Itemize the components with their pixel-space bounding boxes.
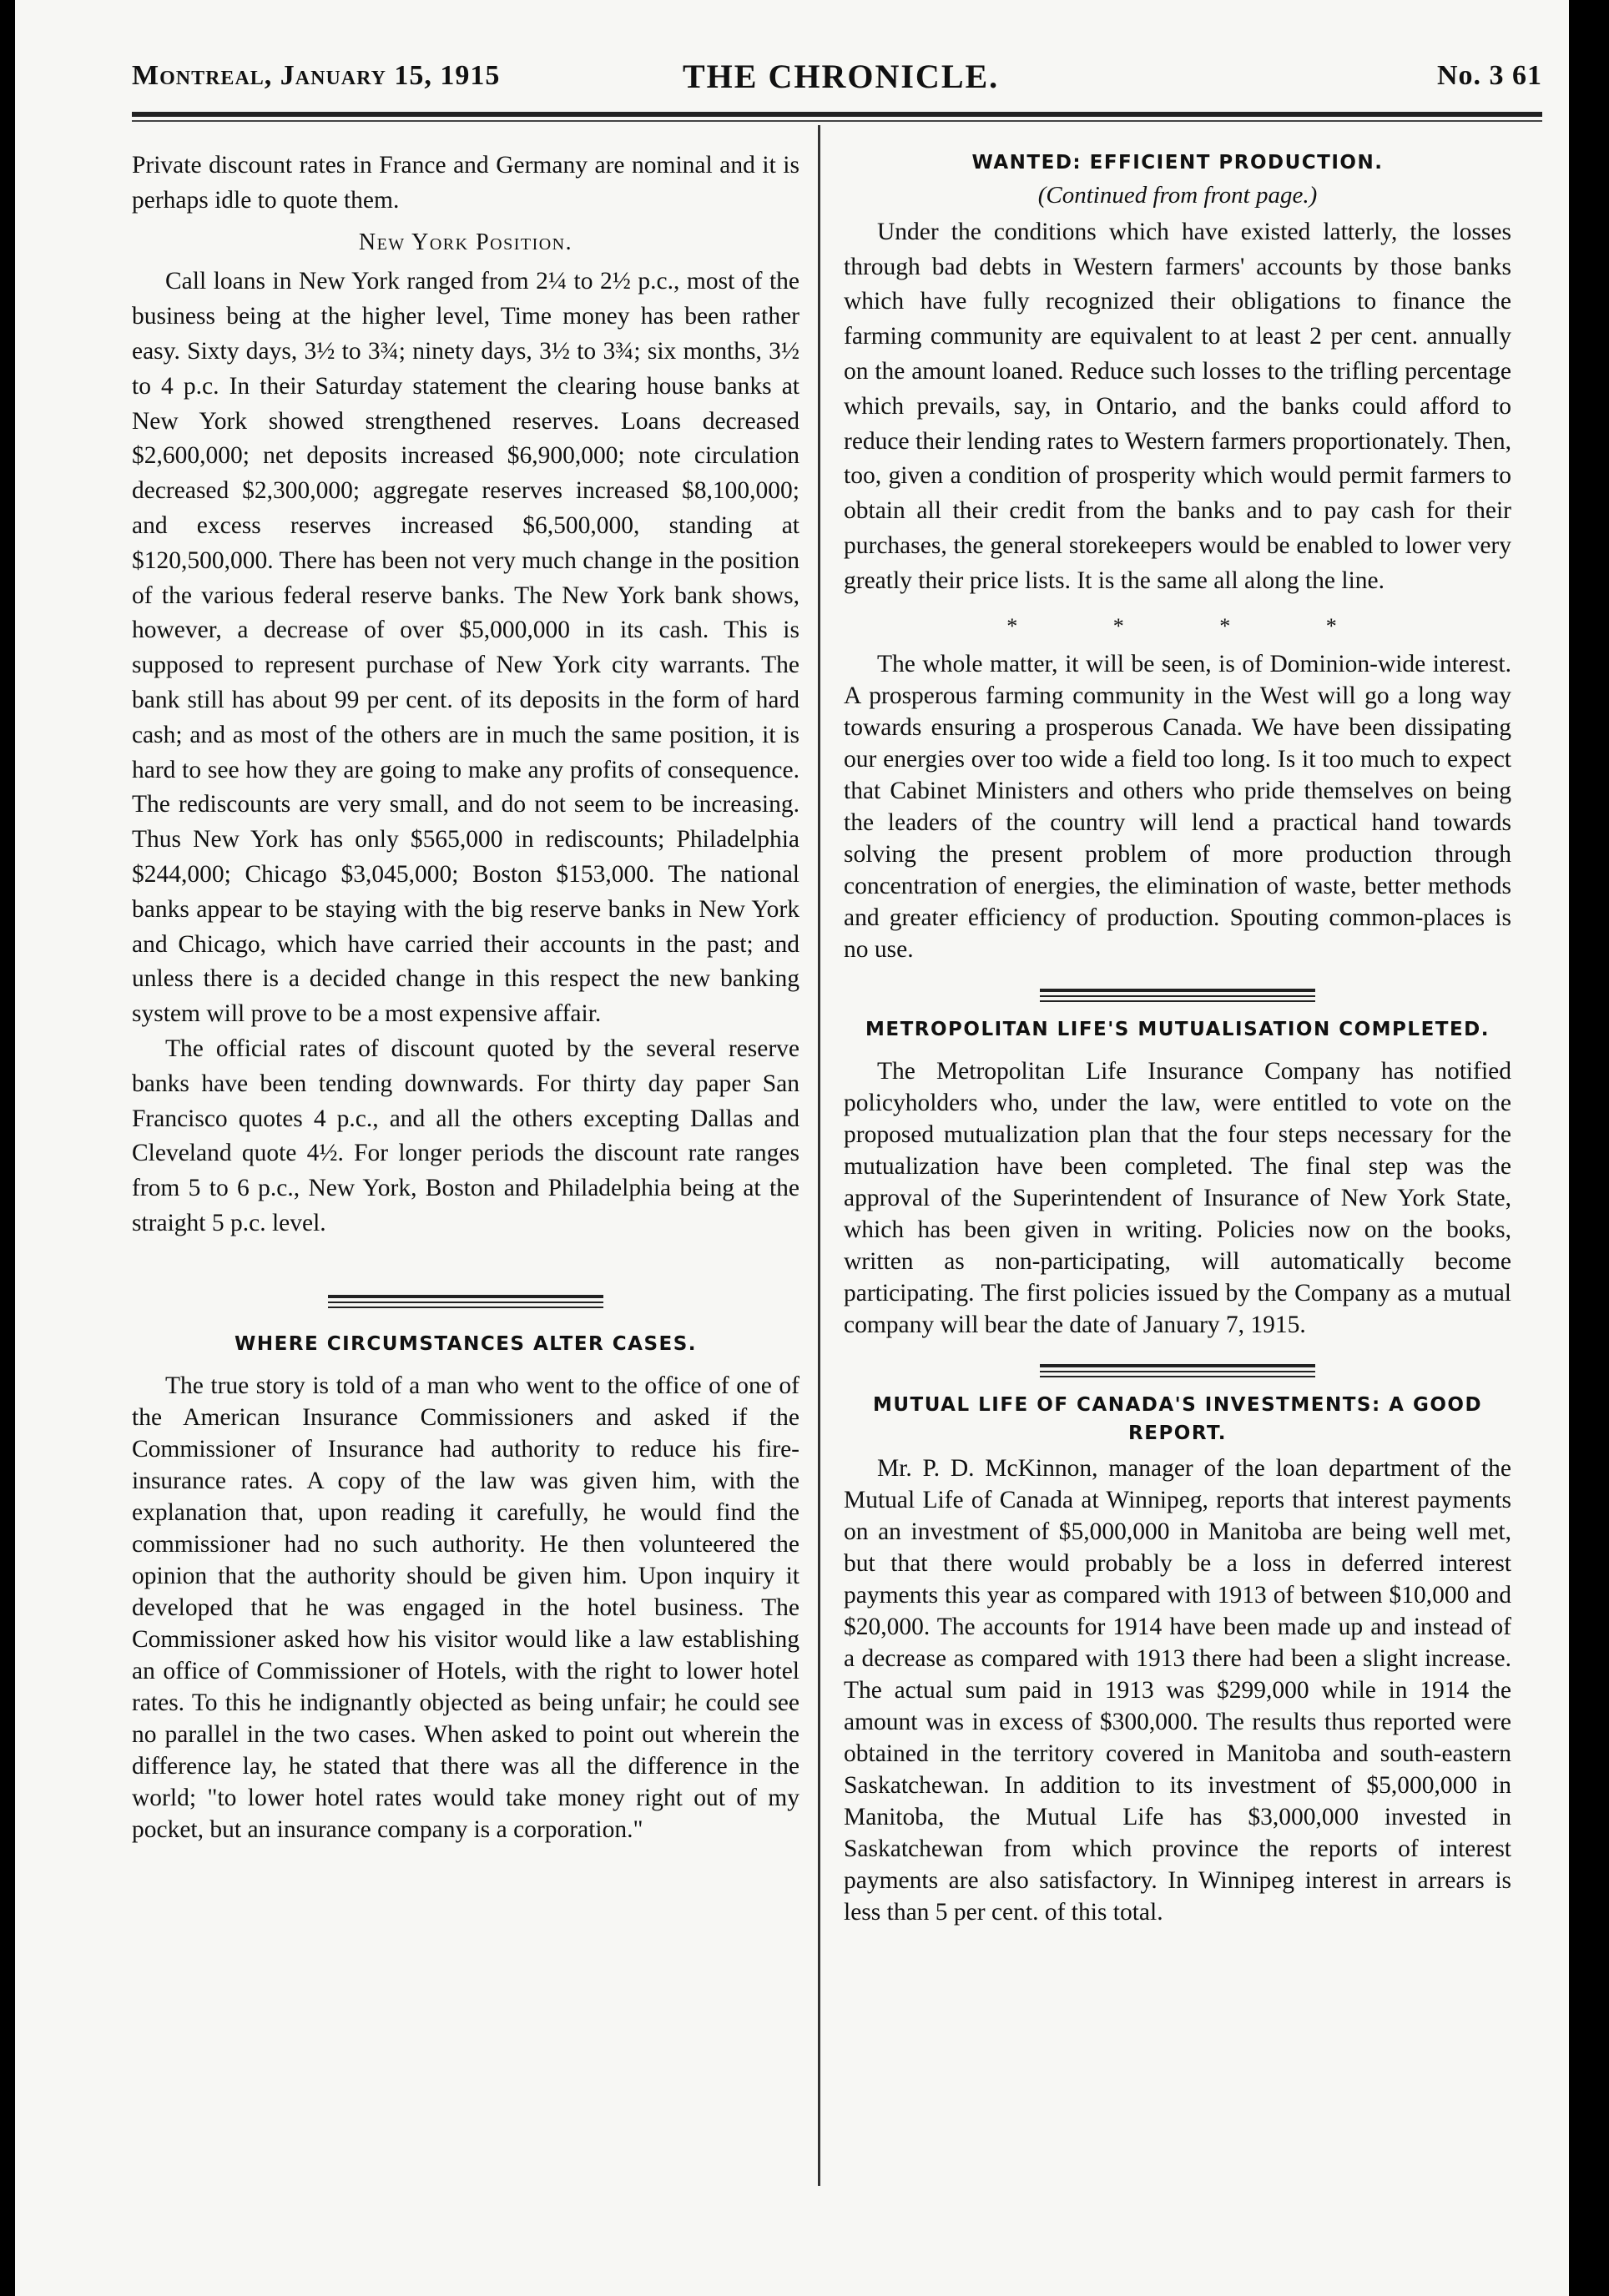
header-rule-thin (132, 120, 1542, 122)
section-break-stars: * * * * (1006, 613, 1382, 638)
article-heading: WHERE CIRCUMSTANCES ALTER CASES. (234, 1332, 698, 1355)
article-paragraph: Call loans in New York ranged from 2¼ to 2½ p.c., most of the business being at the higher level, Time money has been rather easy. Sixty days, 3½ to 3¾; ninety days, 3½ to 3¾; six months, 3½ to 4 p.c. In their Saturday statement the clearing house banks at New York showed strengthened reserves. Loans decreased $2,600,000; net deposits increased $6,900,000; note circulation decreased $2,300,000; aggregate reserves increased $8,100,000; and excess reserves increased $6,500,000, standing at $120,500,000. There has been not very much change in the position of the various federal reserve banks. The New York bank shows, however, a decrease of over $5,000,000 in its cash. This is supposed to represent purchase of New York city warrants. The bank still has about 99 per cent. of its deposits in the form of hard cash; and as most of the others are in much the same position, it is hard to see how they are going to make any profits of consequence. The rediscounts are very small, and do not seem to be increasing. Thus New York has only $565,000 in rediscounts; Philadelphia $244,000; Chicago $3,045,000; Boston $153,000. The national banks appear to be staying with the big reserve banks in New York and Chicago, which have carried their accounts in the past; and unless there is a decided change in this respect the new banking system will prove to be a most expensive affair. (132, 268, 799, 1028)
left-column (132, 149, 799, 1845)
page-number: No. 3 61 (1436, 60, 1542, 91)
masthead-title: THE CHRONICLE. (683, 58, 1000, 95)
section-subheading: New York Position. (358, 229, 573, 255)
section-separator (1040, 1364, 1315, 1377)
section-separator (328, 1295, 603, 1308)
continued-note: (Continued from front page.) (1037, 182, 1318, 209)
column-divider (818, 125, 820, 2186)
article-paragraph: Under the conditions which have existed latterly, the losses through bad debts in Western farmers' accounts by those banks which have fully recognized their obligations to finance the farming community are equivalent to at least 2 per cent. annually on the amount loaned. Reduce such losses to the trifling percentage which prevails, say, in Ontario, and the banks could afford to reduce their lending rates to Western farmers proportionately. Then, too, given a condition of prosperity which would permit farmers to obtain all their credit from the banks and to pay cash for their purchases, the general storekeepers would be enabled to lower very greatly their price lists. It is the same all along the line. (844, 218, 1511, 594)
article-heading: METROPOLITAN LIFE'S MUTUALISATION COMPLETED. (865, 1019, 1490, 1041)
article-heading: WANTED: EFFICIENT PRODUCTION. (971, 152, 1384, 174)
article-heading: MUTUAL LIFE OF CANADA'S INVESTMENTS: A GOOD REPORT. (872, 1394, 1483, 1445)
article-paragraph: Private discount rates in France and Germany are nominal and it is perhaps idle to quote them. (132, 152, 799, 214)
right-column (844, 149, 1511, 1928)
section-separator (1040, 989, 1315, 1002)
page-header (132, 60, 1542, 102)
article-paragraph: The whole matter, it will be seen, is of Dominion-wide interest. A prosperous farming community in the West will go a long way towards ensuring a prosperous Canada. We have been dissipating our energies over too wide a field too long. Is it too much to expect that Cabinet Ministers and others who pride themselves on being the leaders of the country will lend a practical hand towards solving the present problem of more production through concentration of energies, the elimination of waste, better methods and greater efficiency of production. Spouting common-places is no use. (844, 651, 1511, 964)
newspaper-page (15, 0, 1569, 2296)
article-paragraph: Mr. P. D. McKinnon, manager of the loan department of the Mutual Life of Canada at Winnipeg, reports that interest payments on an investment of $5,000,000 in Manitoba are being well met, but that there would probably be a loss in deferred interest payments this year as compared with 1913 of between $10,000 and $20,000. The accounts for 1914 have been made up and instead of a decrease as compared with 1913 there had been a slight increase. The actual sum paid in 1913 was $299,000 while in 1914 the amount was in excess of $300,000. The results thus reported were obtained in the territory covered in Manitoba and south-eastern Saskatchewan. In addition to its investment of $5,000,000 in Manitoba, the Mutual Life has $3,000,000 invested in Saskatchewan from which province the reports of interest payments are also satisfactory. In Winnipeg interest in arrears is less than 5 per cent. of this total. (844, 1455, 1511, 1926)
article-paragraph: The Metropolitan Life Insurance Company has notified policyholders who, under the law, were entitled to vote on the proposed mutualization plan that the four steps necessary for the mutualization have been completed. The final step was the approval of the Superintendent of Insurance of New York State, which has been given in writing. Policies now on the books, written as non-participating, will automatically become participating. The first policies issued by the Company as a mutual company will bear the date of January 7, 1915. (844, 1058, 1511, 1339)
article-paragraph: The official rates of discount quoted by the several reserve banks have been tending downwards. For thirty day paper San Francisco quotes 4 p.c., and all the others excepting Dallas and Cleveland quote 4½. For longer periods the discount rate ranges from 5 to 6 p.c., New York, Boston and Philadelphia being at the straight 5 p.c. level. (132, 1035, 799, 1236)
article-paragraph: The true story is told of a man who went to the office of one of the American Insurance Commissioners and asked if the Commissioner of Insurance had authority to reduce his fire-insurance rates. A copy of the law was given him, with the explanation that, upon reading it carefully, he would find the commissioner had no such authority. He then volunteered the opinion that the authority should be given him. Upon inquiry it developed that he was engaged in the hotel business. The Commissioner asked how his visitor would like a law establishing an office of Commissioner of Hotels, with the right to lower hotel rates. To this he indignantly objected as being unfair; he could see no parallel in the two cases. When asked to point out wherein the difference lay, he stated that there was all the difference in the world; "to lower hotel rates would take money right out of my pocket, but an insurance company is a corporation." (132, 1372, 799, 1843)
header-rule (132, 112, 1542, 117)
header-dateline: Montreal, January 15, 1915 (132, 60, 501, 91)
